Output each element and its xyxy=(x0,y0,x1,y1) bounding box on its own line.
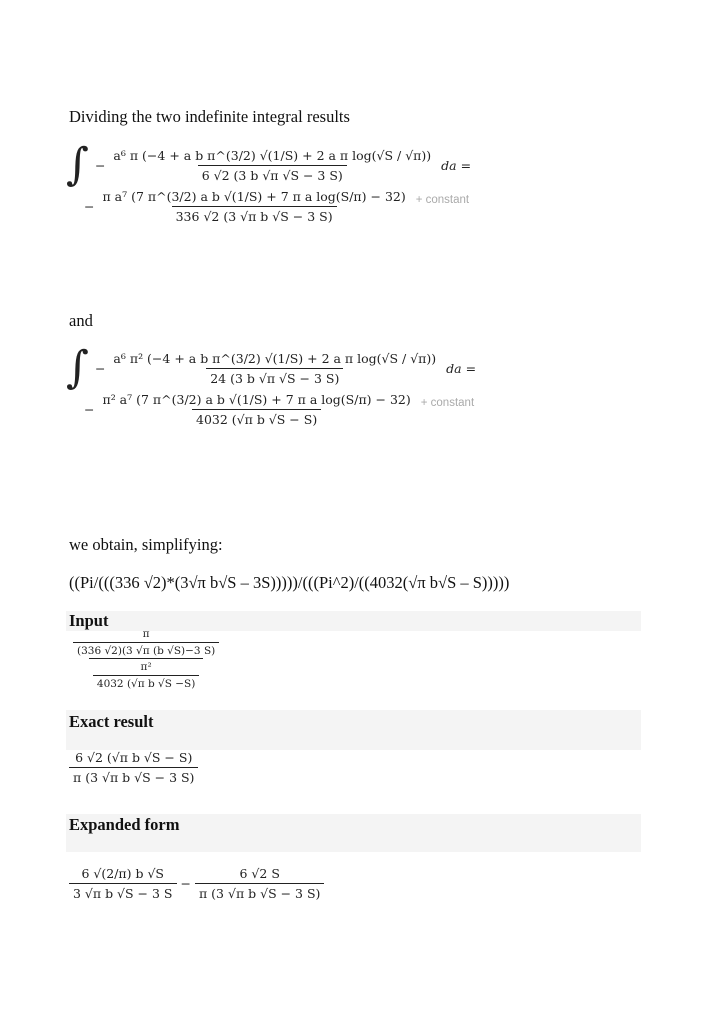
expression-text: ((Pi/(((336 √2)*(3√π b√S – 3S)))))/(((Pi^2)/((4032(√π b√S – S))))) xyxy=(69,573,510,592)
input-top-numerator: π xyxy=(142,628,150,640)
result-numerator: π a⁷ (7 π^(3/2) a b √(1/S) + 7 π a log(S/π) − 32) xyxy=(102,189,406,204)
result-denominator: 336 √2 (3 √π b √S − 3 S) xyxy=(172,206,337,224)
input-top-denominator: (336 √2)(3 √π (b √S)−3 S) xyxy=(73,642,219,657)
integral-sign: ∫ xyxy=(66,139,89,190)
integrand-denominator: 24 (3 b √π √S − 3 S) xyxy=(206,368,343,386)
exact-result-expression xyxy=(69,750,198,785)
result-numerator: π² a⁷ (7 π^(3/2) a b √(1/S) + 7 π a log(S/π) − 32) xyxy=(102,392,411,407)
integrand-numerator: a⁶ π (−4 + a b π^(3/2) √(1/S) + 2 a π log(√S / √π)) xyxy=(113,147,432,163)
integrand-numerator: a⁶ π² (−4 + a b π^(3/2) √(1/S) + 2 a π log(√S / √π)) xyxy=(113,350,437,366)
minus-sign: − xyxy=(94,360,106,376)
integral-equation-2 xyxy=(66,342,477,427)
minus-sign: − xyxy=(84,402,95,417)
constant-label: + constant xyxy=(415,194,470,206)
expanded-term-1-denominator: 3 √π b √S − 3 S xyxy=(69,883,177,901)
exact-result-fraction xyxy=(69,750,198,785)
integrand-fraction xyxy=(109,148,435,183)
integrand-denominator: 6 √2 (3 b √π √S − 3 S) xyxy=(198,165,347,183)
input-bottom-numerator: π² xyxy=(140,661,152,673)
expanded-term-2-denominator: π (3 √π b √S − 3 S) xyxy=(195,883,324,901)
obtain-text: we obtain, simplifying: xyxy=(69,535,223,554)
expanded-term-2 xyxy=(195,866,324,901)
intro-text: Dividing the two indefinite integral results xyxy=(69,107,350,126)
exact-result-header: Exact result xyxy=(66,710,641,750)
exact-result-numerator: 6 √2 (√π b √S − S) xyxy=(75,750,193,765)
result-fraction xyxy=(98,392,414,427)
differential: da = xyxy=(441,157,472,173)
integral-equation-1 xyxy=(66,139,472,224)
integral-sign: ∫ xyxy=(66,342,89,393)
and-text: and xyxy=(69,311,93,330)
input-bottom-fraction xyxy=(93,661,199,690)
expanded-form-expression xyxy=(69,866,324,901)
result-fraction xyxy=(98,189,409,224)
input-top-fraction xyxy=(73,628,219,657)
result-denominator: 4032 (√π b √S − S) xyxy=(192,409,321,427)
input-header: Input xyxy=(66,611,641,631)
minus-sign: − xyxy=(94,157,106,173)
differential: da = xyxy=(446,360,477,376)
input-expression xyxy=(69,628,223,690)
minus-sign: − xyxy=(84,199,95,214)
exact-result-denominator: π (3 √π b √S − 3 S) xyxy=(69,767,198,785)
expanded-form-header: Expanded form xyxy=(66,814,641,852)
input-bottom-denominator: 4032 (√π b √S −S) xyxy=(93,675,199,690)
integrand-fraction xyxy=(109,351,440,386)
input-outer-fraction xyxy=(69,628,223,690)
minus-sign: − xyxy=(180,876,191,891)
expanded-term-2-numerator: 6 √2 S xyxy=(239,866,280,881)
expanded-term-1 xyxy=(69,866,177,901)
constant-label: + constant xyxy=(420,397,475,409)
expanded-term-1-numerator: 6 √(2/π) b √S xyxy=(81,866,164,881)
